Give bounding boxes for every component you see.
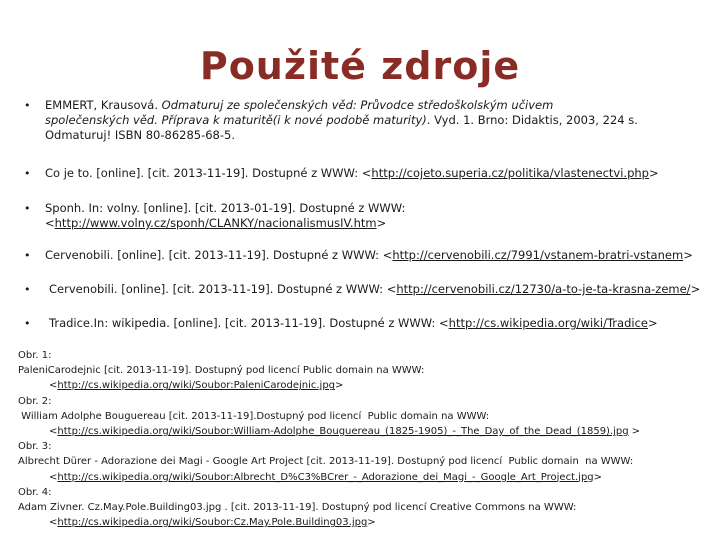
source-link[interactable]: http://cs.wikipedia.org/wiki/Tradice <box>448 316 648 330</box>
image-link-end: > <box>335 380 344 392</box>
image-source-row <box>18 470 718 485</box>
source-citation-end: > <box>690 282 701 296</box>
bullet-icon: • <box>24 317 31 330</box>
image-link[interactable]: http://cs.wikipedia.org/wiki/Soubor:Cz.May.Pole.Building03.jpg <box>57 517 368 529</box>
source-text <box>45 166 710 181</box>
bullet-icon: • <box>24 167 31 180</box>
image-link-start: < <box>49 517 58 529</box>
source-citation-end: > <box>376 216 387 230</box>
source-citation-start: < <box>45 216 55 230</box>
source-link[interactable]: http://cojeto.superia.cz/politika/vlastenectvi.php <box>371 166 649 180</box>
image-link-start: < <box>49 471 58 483</box>
source-title: Odmaturuj ze společenských věd: Průvodce středoškolským učivem <box>161 98 554 112</box>
source-citation: Tradice.In: wikipedia. [online]. [cit. 2013-11-19]. Dostupné z WWW: < <box>49 316 449 330</box>
bullet-icon: • <box>24 99 31 112</box>
source-link[interactable]: http://www.volny.cz/sponh/CLANKY/nacionalismusIV.htm <box>54 216 377 230</box>
source-text <box>45 248 710 263</box>
source-citation: Cervenobili. [online]. [cit. 2013-11-19]. Dostupné z WWW: < <box>45 248 393 262</box>
image-link[interactable]: http://cs.wikipedia.org/wiki/Soubor:PaleniCarodejnic.jpg <box>57 380 336 392</box>
image-description: PaleniCarodejnic [cit. 2013-11-19]. Dostupný pod licencí Public domain na WWW: <box>18 365 425 377</box>
bullet-icon: • <box>24 283 31 296</box>
source-authors: EMMERT, Krausová. <box>45 98 162 112</box>
image-link-end: > <box>628 426 641 438</box>
image-source-row <box>18 515 718 530</box>
image-link-end: > <box>367 517 376 529</box>
image-label: Obr. 3: <box>18 441 52 453</box>
image-label: Obr. 2: <box>18 395 52 407</box>
source-publication: . Vyd. 1. Brno: Didaktis, 2003, 224 s. <box>426 113 638 127</box>
source-citation-end: > <box>647 316 658 330</box>
bullet-icon: • <box>24 202 31 215</box>
image-link[interactable]: http://cs.wikipedia.org/wiki/Soubor:William-Adolphe_Bouguereau_(1825-1905)_-_The_Day_of_the_Dead_(1859).jpg <box>57 426 629 438</box>
source-citation: Sponh. In: volny. [online]. [cit. 2013-01-19]. Dostupné z WWW: <box>45 201 406 215</box>
image-link-end: > <box>593 471 603 483</box>
source-citation: Cervenobili. [online]. [cit. 2013-11-19]. Dostupné z WWW: < <box>49 282 397 296</box>
source-text <box>49 282 714 297</box>
image-link-start: < <box>49 380 58 392</box>
bullet-icon: • <box>24 249 31 262</box>
image-description: Adam Zivner. Cz.May.Pole.Building03.jpg . [cit. 2013-11-19]. Dostupný pod licencí Creative Commons na WWW: <box>18 502 577 514</box>
source-text <box>45 98 710 143</box>
image-sources <box>18 348 718 530</box>
source-isbn: Odmaturuj! ISBN 80-86285-68-5. <box>45 128 235 142</box>
image-link-start: < <box>49 426 58 438</box>
image-source-row <box>18 424 718 439</box>
slide-title: Použité zdroje <box>199 44 521 88</box>
image-label: Obr. 4: <box>18 486 52 498</box>
source-subtitle: společenských věd. Příprava k maturitě(i k nové podobě maturity) <box>45 113 427 127</box>
source-citation-end: > <box>683 248 693 262</box>
image-source-row <box>18 378 718 393</box>
source-link[interactable]: http://cervenobili.cz/7991/vstanem-bratri-vstanem <box>392 248 684 262</box>
source-citation: Co je to. [online]. [cit. 2013-11-19]. Dostupné z WWW: < <box>45 166 372 180</box>
image-link[interactable]: http://cs.wikipedia.org/wiki/Soubor:Albrecht_D%C3%BCrer_-_Adorazione_dei_Magi_-_Google_Art_Project.jpg <box>57 471 594 483</box>
image-description: William Adolphe Bouguereau [cit. 2013-11-19].Dostupný pod licencí Public domain na WWW: <box>18 410 490 422</box>
source-text <box>45 201 710 231</box>
image-label: Obr. 1: <box>18 350 52 361</box>
source-link[interactable]: http://cervenobili.cz/12730/a-to-je-ta-krasna-zeme/ <box>396 282 691 296</box>
image-description: Albrecht Dürer - Adorazione dei Magi - Google Art Project [cit. 2013-11-19]. Dostupný pod licencí Public domain na WWW: <box>18 456 634 468</box>
source-text <box>49 316 714 331</box>
source-citation-end: > <box>648 166 659 180</box>
